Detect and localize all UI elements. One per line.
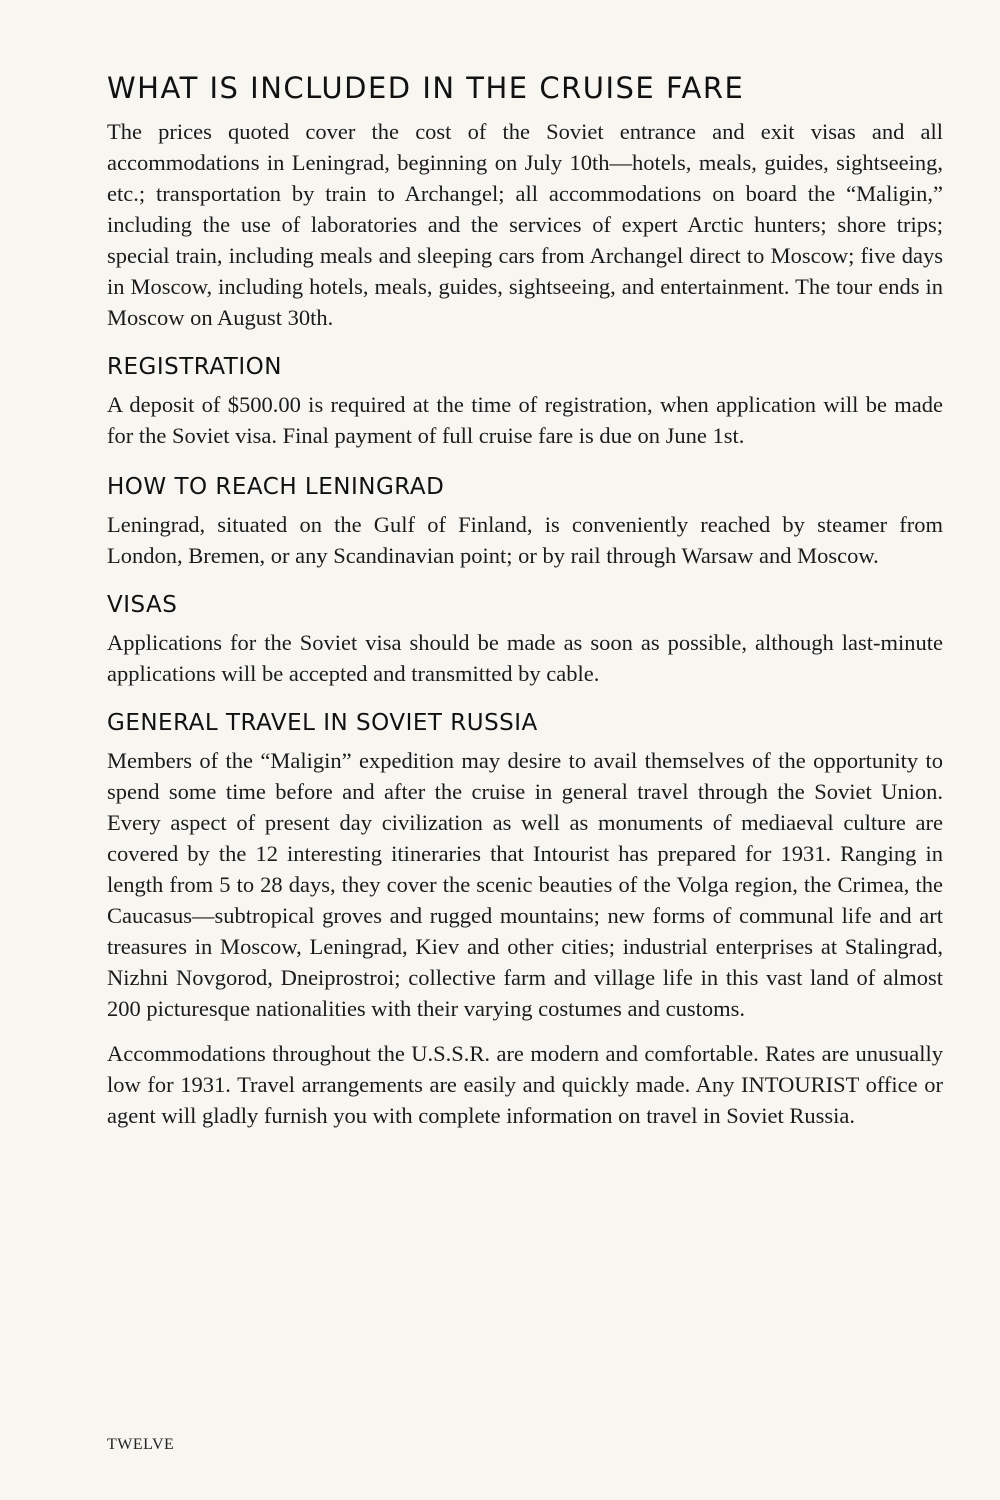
page-number: TWELVE <box>107 1436 175 1453</box>
section-registration <box>107 351 943 451</box>
section-cruise-fare <box>107 68 943 333</box>
section-how-to-reach-leningrad <box>107 471 943 571</box>
section-paragraph: Members of the “Maligin” expedition may desire to avail themselves of the opportunity to spend some time before and after the cruise in general travel through the Soviet Union. Every aspect of present day civilization as well as monuments of mediaeval culture are covered by the 12 interesting itineraries that Intourist has prepared for 1931. Ranging in length from 5 to 28 days, they cover the scenic beauties of the Volga region, the Crimea, the Caucasus—subtropical groves and rugged mountains; new forms of communal life and art treasures in Moscow, Leningrad, Kiev and other cities; industrial enterprises at Stalingrad, Nizhni Novgorod, Dneiprostroi; collective farm and village life in this vast land of almost 200 picturesque nationalities with their varying costumes and customs. <box>107 748 943 1021</box>
section-heading: REGISTRATION <box>107 354 282 380</box>
section-heading: HOW TO REACH LENINGRAD <box>107 474 445 500</box>
section-paragraph: Leningrad, situated on the Gulf of Finland, is conveniently reached by steamer from London, Bremen, or any Scandinavian point; or by rail through Warsaw and Moscow. <box>107 512 943 568</box>
section-heading: GENERAL TRAVEL IN SOVIET RUSSIA <box>107 710 538 736</box>
section-paragraph: A deposit of $500.00 is required at the time of registration, when application will be made for the Soviet visa. Final payment of full cruise fare is due on June 1st. <box>107 392 943 448</box>
section-paragraph: The prices quoted cover the cost of the Soviet entrance and exit visas and all accommodations in Leningrad, beginning on July 10th—hotels, meals, guides, sightseeing, etc.; transportation by train to Archangel; all accommodations on board the “Maligin,” including the use of laboratories and the services of expert Arctic hunters; shore trips; special train, including meals and sleeping cars from Archangel direct to Moscow; five days in Moscow, including hotels, meals, guides, sightseeing, and entertainment. The tour ends in Moscow on August 30th. <box>107 119 943 330</box>
section-general-travel <box>107 707 943 1131</box>
section-paragraph: Accommodations throughout the U.S.S.R. are modern and comfortable. Rates are unusually low for 1931. Travel arrangements are easily and quickly made. Any INTOURIST office or agent will gladly furnish you with complete information on travel in Soviet Russia. <box>107 1041 943 1128</box>
section-heading: WHAT IS INCLUDED IN THE CRUISE FARE <box>107 71 745 105</box>
section-paragraph: Applications for the Soviet visa should be made as soon as possible, although last-minute applications will be accepted and transmitted by cable. <box>107 630 943 686</box>
document-page <box>107 68 943 1131</box>
section-visas <box>107 589 943 689</box>
section-heading: VISAS <box>107 592 178 618</box>
